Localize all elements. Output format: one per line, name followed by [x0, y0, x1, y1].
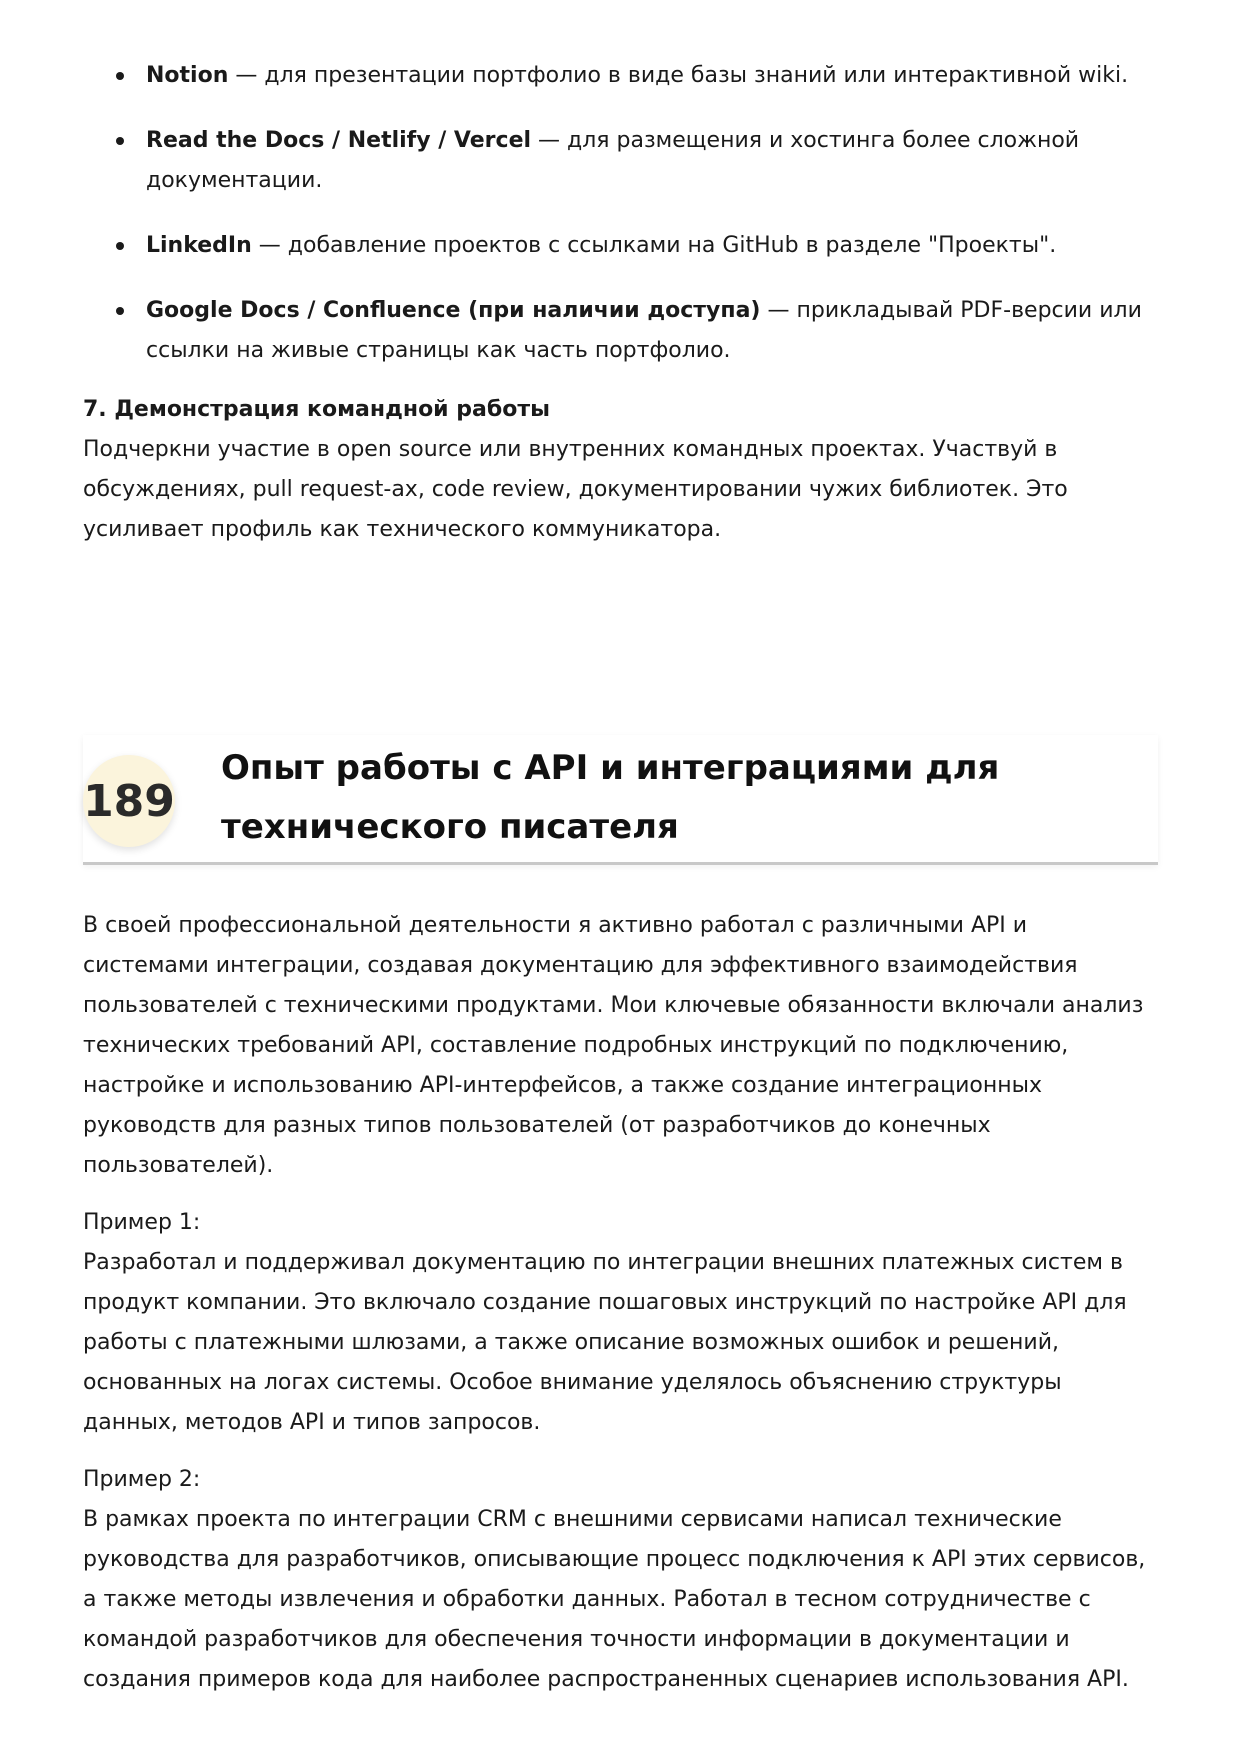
list-item	[146, 291, 1158, 371]
tool-name: Read the Docs / Netlify / Vercel	[146, 128, 532, 153]
list-item	[146, 226, 1158, 266]
example-label: Пример 2:	[83, 1467, 201, 1492]
tool-name: Google Docs / Confluence (при наличии доступа)	[146, 298, 761, 323]
intro-paragraph: В своей профессиональной деятельности я активно работал с различными API и системами интеграции, создавая документацию для эффективного взаимодействия пользователей с техническими продуктами. Мои ключевые обязанности включали анализ технических требований API, составление подробных инструкций по подключению, настройке и использованию API-интерфейсов, а также создание интеграционных руководств для разных типов пользователей (от разработчиков до конечных пользователей).	[83, 913, 1144, 1178]
tools-list	[83, 56, 1158, 371]
example-text: В рамках проекта по интеграции CRM с внешними сервисами написал технические руководства для разработчиков, описывающие процесс подключения к API этих сервисов, а также методы извлечения и обработки данных. Работал в тесном сотрудничестве с командой разработчиков для обеспечения точности информации в документации и создания примеров кода для наиболее распространенных сценариев использования API.	[83, 1507, 1146, 1692]
list-item	[146, 121, 1158, 201]
chapter-number-badge: 189	[83, 755, 175, 847]
chapter-header	[83, 735, 1158, 865]
example-1	[83, 1203, 1158, 1443]
section-paragraph: Подчеркни участие в open source или внутренних командных проектах. Участвуй в обсуждениях, pull request-ах, code review, документировании чужих библиотек. Это усиливает профиль как технического коммуникатора.	[83, 437, 1068, 542]
tool-desc: — прикладывай PDF-версии или ссылки на живые страницы как часть портфолио.	[146, 298, 1142, 363]
tool-name: Notion	[146, 63, 229, 88]
chapter-title: Опыт работы с API и интеграциями для технического писателя	[221, 748, 1000, 847]
tool-desc: — добавление проектов с ссылками на GitHub в разделе "Проекты".	[251, 233, 1057, 258]
example-text: Разработал и поддерживал документацию по интеграции внешних платежных систем в продукт компании. Это включало создание пошаговых инструкций по настройке API для работы с платежными шлюзами, а также описание возможных ошибок и решений, основанных на логах системы. Особое внимание уделялось объяснению структуры данных, методов API и типов запросов.	[83, 1250, 1127, 1435]
example-2	[83, 1460, 1158, 1700]
section-team-work	[83, 390, 1158, 550]
section-heading: 7. Демонстрация командной работы	[83, 397, 550, 422]
example-label: Пример 1:	[83, 1210, 201, 1235]
document-page	[83, 56, 1158, 550]
tool-name: LinkedIn	[146, 233, 252, 258]
list-item	[146, 56, 1158, 96]
tool-desc: — для презентации портфолио в виде базы знаний или интерактивной wiki.	[228, 63, 1129, 88]
chapter-body	[83, 906, 1158, 1717]
tool-desc: — для размещения и хостинга более сложной документации.	[146, 128, 1080, 193]
